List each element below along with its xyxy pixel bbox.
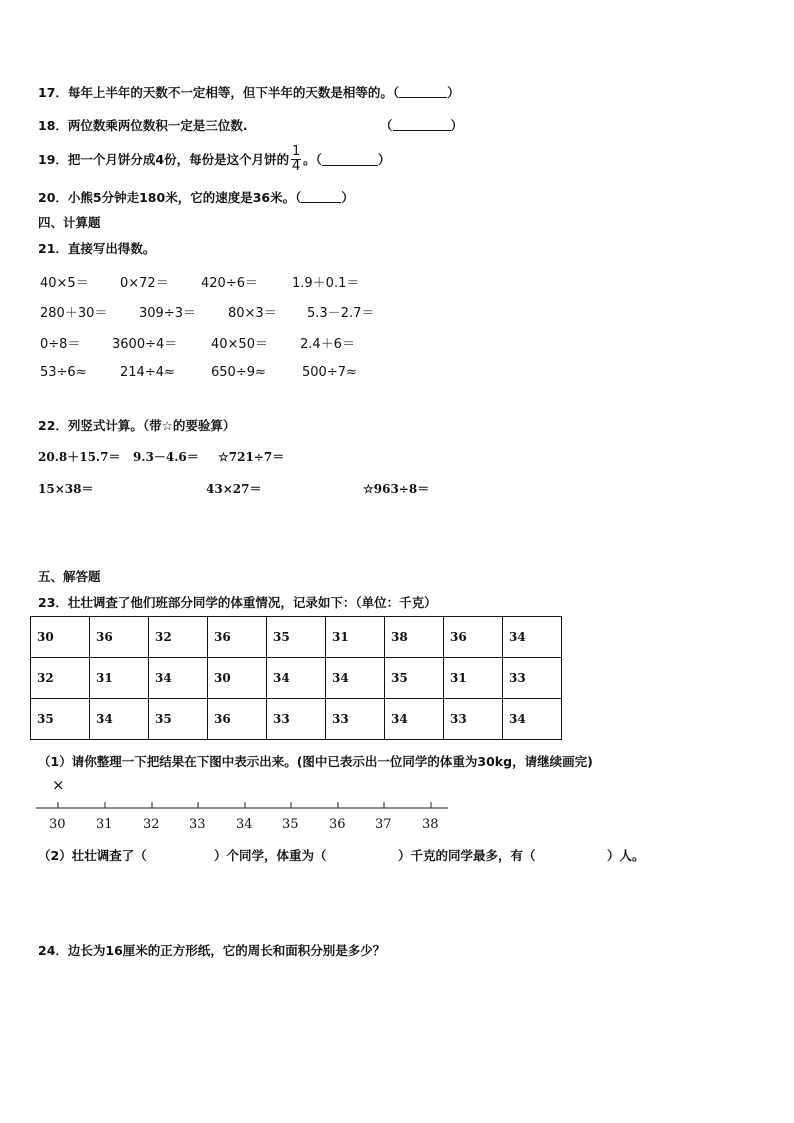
number-line	[36, 800, 450, 814]
tick-label: 36	[329, 817, 346, 832]
bracket-close: ）	[447, 85, 460, 100]
calc-item: 5.3－2.7＝	[307, 306, 375, 321]
calc-item: 214÷4≈	[120, 365, 175, 380]
question-18	[38, 116, 248, 134]
answer-blank[interactable]	[399, 85, 447, 98]
calc-item: 40×50＝	[211, 337, 268, 352]
question-number: 17．	[38, 85, 68, 100]
table-cell: 35	[31, 699, 90, 740]
question-text: 每年上半年的天数不一定相等，但下半年的天数是相等的。（	[67, 85, 400, 100]
table-cell: 34	[385, 699, 444, 740]
calc-item: 280＋30＝	[40, 306, 108, 321]
question-18-answer	[380, 116, 463, 134]
question-24-title: 24．边长为16厘米的正方形纸，它的周长和面积分别是多少？	[38, 943, 386, 958]
tick-label: 38	[422, 817, 439, 832]
vertical-calc-item: ☆963÷8＝	[363, 482, 430, 496]
table-cell: 34	[503, 617, 562, 658]
answer-blank[interactable]	[550, 860, 606, 861]
table-cell: 31	[90, 658, 149, 699]
section-5-title: 五、解答题	[38, 569, 101, 584]
table-row	[31, 699, 562, 740]
fraction	[291, 145, 301, 174]
question-19	[38, 141, 390, 177]
fraction-denominator: 4	[291, 158, 301, 174]
question-23-part-2-d: ）人。	[607, 848, 645, 863]
bracket-close: ）	[450, 118, 464, 133]
answer-blank[interactable]	[322, 153, 378, 166]
table-cell: 33	[326, 699, 385, 740]
question-21-title: 21．直接写出得数。	[38, 241, 156, 256]
tick-label: 31	[96, 817, 113, 832]
bracket-open: （	[380, 118, 393, 133]
table-cell: 34	[90, 699, 149, 740]
tick-label: 35	[282, 817, 299, 832]
vertical-calc-item: 20.8＋15.7＝	[38, 450, 121, 464]
tick-label: 37	[375, 817, 392, 832]
question-number: 20．	[38, 190, 68, 205]
question-text: 两位数乘两位数积一定是三位数.	[67, 118, 248, 133]
vertical-calc-item: 15×38＝	[38, 482, 94, 496]
section-4-title: 四、计算题	[38, 215, 101, 230]
tick-label: 34	[236, 817, 253, 832]
answer-blank[interactable]	[343, 860, 395, 861]
table-cell: 33	[444, 699, 503, 740]
calc-item: 0÷8＝	[40, 337, 81, 352]
weight-table	[30, 616, 562, 740]
table-cell: 30	[208, 658, 267, 699]
calc-item: 53÷6≈	[40, 365, 87, 380]
table-cell: 36	[208, 617, 267, 658]
table-cell: 33	[503, 658, 562, 699]
table-cell: 31	[326, 617, 385, 658]
vertical-calc-item: 43×27＝	[206, 482, 262, 496]
question-number: 19．	[38, 152, 68, 167]
table-cell: 36	[444, 617, 503, 658]
table-cell: 32	[31, 658, 90, 699]
question-23-part-2-c: ）千克的同学最多，有（	[398, 848, 536, 863]
answer-blank[interactable]	[152, 860, 210, 861]
question-23-title: 23．壮壮调查了他们班部分同学的体重情况，记录如下：（单位：千克）	[38, 595, 437, 610]
table-cell: 34	[149, 658, 208, 699]
tick-label: 30	[49, 817, 66, 832]
calc-item: 2.4＋6＝	[300, 337, 355, 352]
tick-label: 33	[189, 817, 206, 832]
answer-blank[interactable]	[393, 118, 451, 131]
calc-item: 80×3＝	[228, 306, 277, 321]
table-cell: 35	[149, 699, 208, 740]
vertical-calc-item: ☆721÷7＝	[218, 450, 285, 464]
question-17	[38, 83, 460, 101]
question-text: 小熊5分钟走180米，它的速度是36米。（	[67, 190, 302, 205]
tick-label: 32	[143, 817, 160, 832]
question-23-part-2-a: （2）壮壮调查了（	[38, 848, 147, 863]
question-22-title: 22．列竖式计算。（带☆的要验算）	[38, 418, 236, 433]
question-text-after: 。（	[303, 152, 322, 167]
bracket-close: ）	[341, 190, 354, 205]
question-number: 18．	[38, 118, 68, 133]
fraction-numerator: 1	[291, 143, 301, 159]
calc-item: 3600÷4＝	[112, 337, 178, 352]
table-cell: 33	[267, 699, 326, 740]
table-row	[31, 658, 562, 699]
question-23-part-1: （1）请你整理一下把结果在下图中表示出来。(图中已表示出一位同学的体重为30kg，请继续画完)	[38, 754, 593, 769]
table-cell: 36	[208, 699, 267, 740]
answer-blank[interactable]	[301, 190, 341, 203]
calc-item: 309÷3＝	[139, 306, 196, 321]
calc-item: 0×72＝	[120, 276, 169, 291]
table-cell: 34	[267, 658, 326, 699]
table-cell: 34	[326, 658, 385, 699]
bracket-close: ）	[377, 152, 391, 167]
question-23-part-2-b: ）个同学，体重为（	[214, 848, 327, 863]
question-text: 把一个月饼分成4份，每份是这个月饼的	[67, 152, 290, 167]
calc-item: 500÷7≈	[302, 365, 357, 380]
calc-item: 420÷6＝	[201, 276, 258, 291]
table-cell: 35	[385, 658, 444, 699]
calc-item: 650÷9≈	[211, 365, 266, 380]
question-20	[38, 188, 354, 206]
table-cell: 38	[385, 617, 444, 658]
calc-item: 40×5＝	[40, 276, 89, 291]
table-cell: 31	[444, 658, 503, 699]
vertical-calc-item: 9.3－4.6＝	[133, 450, 199, 464]
table-cell: 35	[267, 617, 326, 658]
cross-mark: ×	[52, 776, 65, 794]
table-row	[31, 617, 562, 658]
table-cell: 30	[31, 617, 90, 658]
table-cell: 34	[503, 699, 562, 740]
calc-item: 1.9＋0.1＝	[292, 276, 360, 291]
table-cell: 36	[90, 617, 149, 658]
table-cell: 32	[149, 617, 208, 658]
